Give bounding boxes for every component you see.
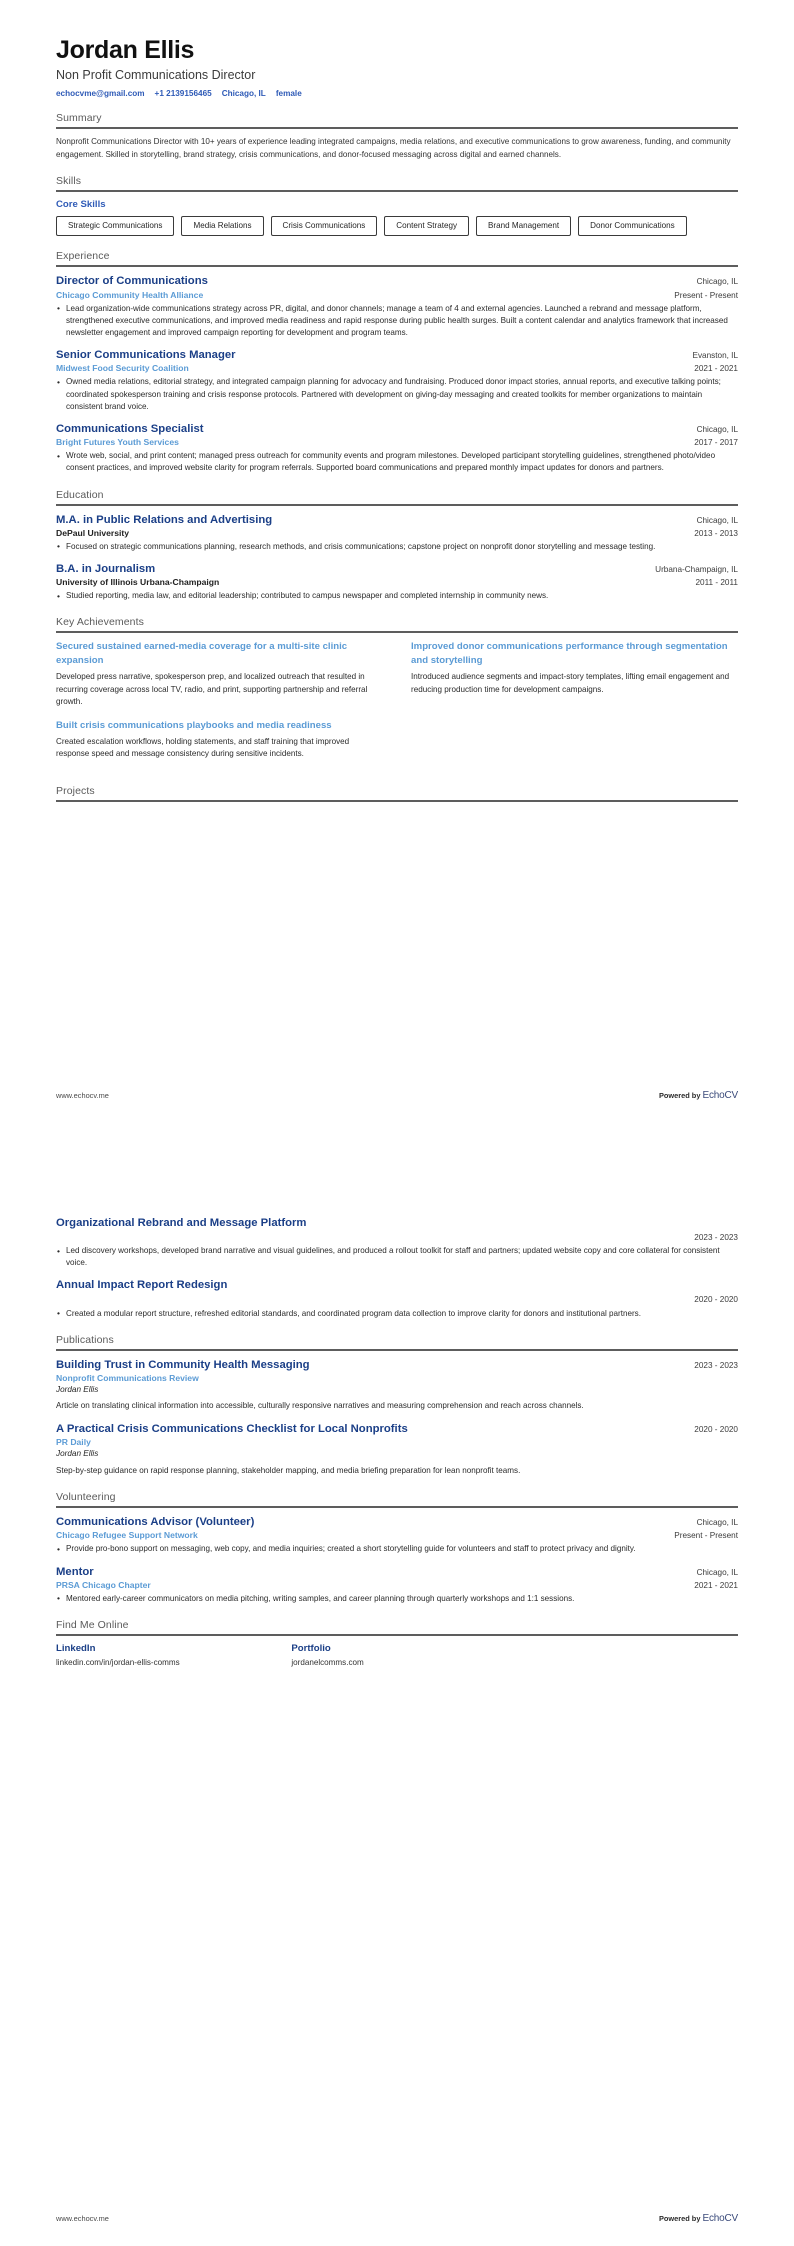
section-divider <box>56 1634 738 1636</box>
contact-location: Chicago, IL <box>221 89 266 99</box>
volunteering-dates: Present - Present <box>674 1531 738 1541</box>
bullet-item: • Lead organization-wide communications strategy across PR, digital, and donor channels; manage a team of 4 and external agencies. Launched a rebrand and message platform, strengthened executive communications, and improved media readiness and rapid response during public health surges. Built a content calendar and analytics framework that increased newsletter engagement and improved campaign reporting for development and program teams. <box>56 303 738 339</box>
section-divider <box>56 800 738 802</box>
link-label: LinkedIn <box>56 1642 96 1654</box>
achievement-desc: Developed press narrative, spokesperson prep, and localized outreach that resulted in recurring coverage across local TV, radio, and print, supporting partnership and referral growth. <box>56 672 368 707</box>
section-title-projects: Projects <box>56 784 95 797</box>
section-title-volunteering: Volunteering <box>56 1491 116 1504</box>
headline: Non Profit Communications Director <box>56 68 256 82</box>
volunteering-entry <box>56 1565 738 1605</box>
section-divider <box>56 631 738 633</box>
achievement-title: Improved donor communications performance through segmentation and storytelling <box>411 641 728 667</box>
section-find-me-online <box>56 1619 738 1667</box>
project-dates: 2020 - 2020 <box>694 1295 738 1305</box>
bullet-item: • Wrote web, social, and print content; managed press outreach for community events and program milestones. Developed participant storytelling guidelines, strengthened photo/video consent practices, and improved website clarity for program referrals. Supported board communications and prepared monthly impact updates for donors and partners. <box>56 450 738 474</box>
page-footer <box>56 1090 738 1101</box>
experience-dates: Present - Present <box>674 290 738 300</box>
publication-author: Jordan Ellis <box>56 1385 99 1395</box>
project-title: Annual Impact Report Redesign <box>56 1279 228 1292</box>
footer-brand: EchoCV <box>702 1090 738 1101</box>
publication-dates: 2020 - 2020 <box>694 1424 738 1434</box>
achievements-grid <box>56 640 738 770</box>
experience-title: Communications Specialist <box>56 422 204 435</box>
project-entry <box>56 1216 738 1269</box>
bullet-item: • Owned media relations, editorial strategy, and integrated campaign planning for advocacy and fundraising. Produced donor impact stories, annual reports, and executive talking points; coordinated spokesperson training and crisis response protocols. Partnered with development on giving-day messaging and created toolkits for member organizations to maintain consistent brand voice. <box>56 376 738 412</box>
achievements-column-right <box>411 640 738 770</box>
skill-chip: Crisis Communications <box>271 216 378 236</box>
section-summary <box>56 112 738 161</box>
skill-chip-list <box>56 216 738 236</box>
experience-bullets <box>56 376 738 412</box>
volunteering-location: Chicago, IL <box>696 1518 738 1528</box>
volunteering-title: Communications Advisor (Volunteer) <box>56 1516 255 1529</box>
volunteering-bullets <box>56 1593 738 1605</box>
link-label: Portfolio <box>291 1642 331 1654</box>
achievement-item <box>56 640 383 708</box>
experience-org: Chicago Community Health Alliance <box>56 289 204 300</box>
achievement-item <box>56 719 383 761</box>
achievement-desc: Created escalation workflows, holding statements, and staff training that improved response speed and message consistency during sensitive incidents. <box>56 736 350 759</box>
volunteering-location: Chicago, IL <box>696 1567 738 1577</box>
education-degree: M.A. in Public Relations and Advertising <box>56 513 273 526</box>
footer-brand: EchoCV <box>702 2213 738 2224</box>
volunteering-bullets <box>56 1543 738 1555</box>
experience-entry <box>56 274 738 339</box>
volunteering-title: Mentor <box>56 1565 94 1578</box>
publication-dates: 2023 - 2023 <box>694 1360 738 1370</box>
skill-chip: Strategic Communications <box>56 216 174 236</box>
bullet-item: • Created a modular report structure, refreshed editorial standards, and coordinated program data collection to improve clarity for donors and institutional partners. <box>56 1308 738 1320</box>
section-projects <box>56 1216 738 1320</box>
resume-header <box>56 36 738 98</box>
publication-publisher: Nonprofit Communications Review <box>56 1373 199 1384</box>
experience-location: Chicago, IL <box>696 424 738 434</box>
education-dates: 2013 - 2013 <box>694 528 738 538</box>
publication-publisher: PR Daily <box>56 1437 91 1448</box>
section-key-achievements <box>56 616 738 770</box>
achievement-title: Secured sustained earned-media coverage for a multi-site clinic expansion <box>56 641 348 667</box>
link-item-linkedin[interactable] <box>56 1643 267 1667</box>
section-title-publications: Publications <box>56 1333 114 1346</box>
publication-desc: Article on translating clinical information into accessible, culturally responsive narratives and measuring comprehension and reach across channels. <box>56 1401 584 1411</box>
footer-powered-by <box>659 2213 738 2224</box>
project-bullets <box>56 1308 738 1320</box>
section-divider <box>56 504 738 506</box>
education-bullets <box>56 541 738 553</box>
summary-text: Nonprofit Communications Director with 10+ years of experience leading integrated campaigns, media relations, and executive communications to grow awareness, funding, and community engagement. Skilled in storytelling, brand strategy, crisis communications, and donor-focused messaging across digital and earned channels. <box>56 137 731 159</box>
contact-phone[interactable]: +1 2139156465 <box>154 89 212 99</box>
section-title-key-achievements: Key Achievements <box>56 616 144 629</box>
section-title-education: Education <box>56 488 104 501</box>
achievements-column-left <box>56 640 383 770</box>
project-entry <box>56 1278 738 1319</box>
achievement-item <box>411 640 738 696</box>
bullet-item: • Studied reporting, media law, and editorial leadership; contributed to campus newspaper and completed internship in community news. <box>56 590 738 602</box>
contact-email[interactable]: echocvme@gmail.com <box>56 89 145 99</box>
experience-dates: 2017 - 2017 <box>694 438 738 448</box>
experience-bullets <box>56 450 738 474</box>
link-url[interactable]: linkedin.com/in/jordan-ellis-comms <box>56 1657 180 1667</box>
page-footer <box>56 2213 738 2224</box>
achievement-desc: Introduced audience segments and impact-story templates, lifting email engagement and reducing production time for development campaigns. <box>411 672 730 694</box>
education-entry <box>56 562 738 602</box>
experience-title: Senior Communications Manager <box>56 349 236 362</box>
skill-chip: Brand Management <box>476 216 571 236</box>
volunteering-org: PRSA Chicago Chapter <box>56 1579 151 1590</box>
experience-entry <box>56 348 738 413</box>
section-divider <box>56 190 738 192</box>
publication-entry <box>56 1422 738 1477</box>
experience-org: Midwest Food Security Coalition <box>56 363 189 374</box>
skill-chip: Media Relations <box>181 216 263 236</box>
resume-page-2 <box>0 1123 794 2246</box>
link-item-portfolio[interactable] <box>291 1643 502 1667</box>
section-skills <box>56 175 738 236</box>
section-divider <box>56 1349 738 1351</box>
section-divider <box>56 127 738 129</box>
education-school: University of Illinois Urbana-Champaign <box>56 577 220 588</box>
experience-location: Evanston, IL <box>692 351 738 361</box>
section-title-find-me-online: Find Me Online <box>56 1618 129 1631</box>
links-grid <box>56 1643 738 1667</box>
skill-chip: Content Strategy <box>384 216 469 236</box>
experience-org: Bright Futures Youth Services <box>56 437 179 448</box>
experience-title: Director of Communications <box>56 275 208 288</box>
page-title: Jordan Ellis <box>56 36 195 64</box>
contact-gender: female <box>275 89 302 99</box>
section-title-skills: Skills <box>56 175 82 188</box>
section-education <box>56 489 738 603</box>
publication-desc: Step-by-step guidance on rapid response planning, stakeholder mapping, and media briefing preparation for lean nonprofit teams. <box>56 1465 521 1475</box>
skill-chip: Donor Communications <box>578 216 687 236</box>
publication-author: Jordan Ellis <box>56 1449 99 1459</box>
education-bullets <box>56 590 738 602</box>
link-url[interactable]: jordanelcomms.com <box>291 1657 364 1667</box>
section-experience <box>56 250 738 474</box>
skill-group-title: Core Skills <box>56 199 106 211</box>
volunteering-dates: 2021 - 2021 <box>694 1580 738 1590</box>
section-publications <box>56 1334 738 1477</box>
bullet-item: • Mentored early-career communicators on media pitching, writing samples, and career planning through quarterly workshops and 1:1 sessions. <box>56 1593 738 1605</box>
volunteering-org: Chicago Refugee Support Network <box>56 1530 198 1541</box>
section-divider <box>56 265 738 267</box>
footer-powered-label: Powered by <box>658 1091 701 1100</box>
bullet-item: • Provide pro-bono support on messaging, web copy, and media inquiries; created a short storytelling guide for volunteers and staff to protect privacy and dignity. <box>56 1543 738 1555</box>
section-divider <box>56 1506 738 1508</box>
link-item-empty <box>527 1643 738 1667</box>
experience-dates: 2021 - 2021 <box>694 364 738 374</box>
publication-title: Building Trust in Community Health Messaging <box>56 1358 310 1371</box>
experience-bullets <box>56 303 738 339</box>
project-dates: 2023 - 2023 <box>694 1232 738 1242</box>
publication-title: A Practical Crisis Communications Checklist for Local Nonprofits <box>56 1422 408 1435</box>
project-bullets <box>56 1245 738 1269</box>
footer-site-url[interactable]: www.echocv.me <box>56 2214 109 2223</box>
education-school: DePaul University <box>56 527 130 538</box>
bullet-item: • Led discovery workshops, developed brand narrative and visual guidelines, and produced a rollout toolkit for staff and partners; updated website copy and core collateral for consistent voice. <box>56 1245 738 1269</box>
education-entry <box>56 513 738 553</box>
bullet-item: • Focused on strategic communications planning, research methods, and crisis communications; capstone project on nonprofit donor storytelling and message testing. <box>56 541 738 553</box>
experience-entry <box>56 422 738 475</box>
section-volunteering <box>56 1491 738 1605</box>
contact-row <box>56 89 738 98</box>
footer-powered-label: Powered by <box>658 2214 701 2223</box>
experience-location: Chicago, IL <box>696 277 738 287</box>
education-dates: 2011 - 2011 <box>695 578 738 588</box>
education-location: Urbana-Champaign, IL <box>655 564 738 574</box>
section-title-summary: Summary <box>56 112 102 125</box>
publication-entry <box>56 1358 738 1413</box>
footer-site-url[interactable]: www.echocv.me <box>56 1091 109 1100</box>
volunteering-entry <box>56 1515 738 1555</box>
education-degree: B.A. in Journalism <box>56 562 156 575</box>
section-title-experience: Experience <box>56 250 110 263</box>
project-title: Organizational Rebrand and Message Platform <box>56 1217 307 1229</box>
section-projects-heading <box>56 785 738 802</box>
footer-powered-by <box>659 1090 738 1101</box>
education-location: Chicago, IL <box>696 515 738 525</box>
achievement-title: Built crisis communications playbooks and media readiness <box>56 719 332 731</box>
